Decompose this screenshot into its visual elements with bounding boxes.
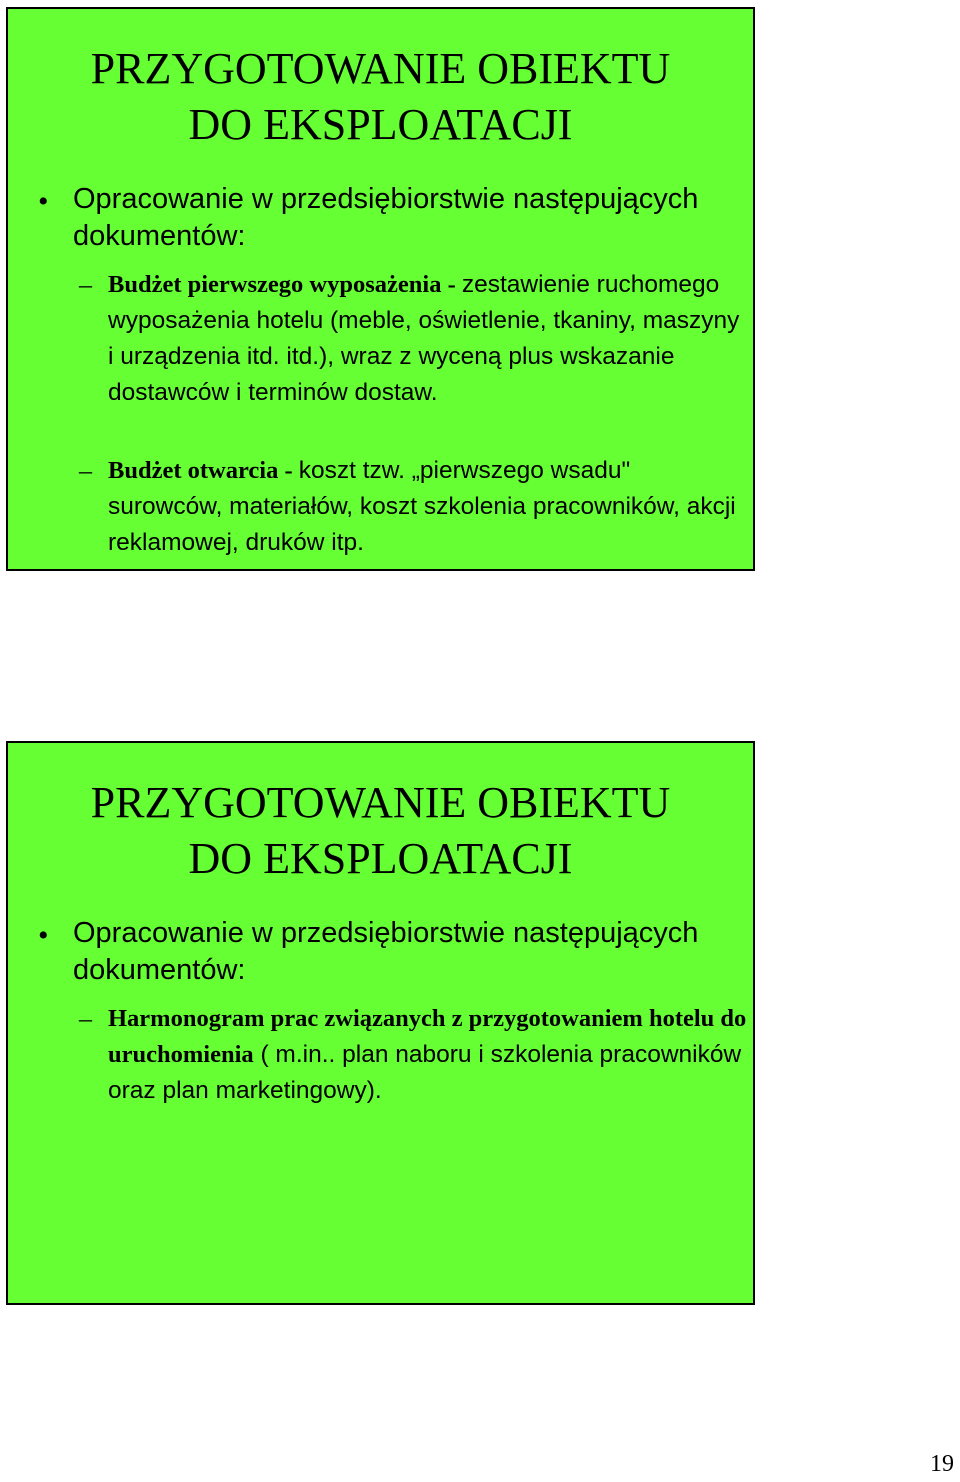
- sub-item: [108, 267, 748, 411]
- bullet-icon: •: [38, 919, 49, 952]
- bullet-icon: •: [38, 185, 49, 218]
- slide-title: [8, 775, 753, 887]
- title-line-2: DO EKSPLOATACJI: [188, 834, 573, 883]
- slide-1: [6, 7, 755, 571]
- sub-item: [108, 1001, 748, 1109]
- title-line-2: DO EKSPLOATACJI: [188, 100, 573, 149]
- page-number: 19: [930, 1451, 954, 1477]
- sub-item-text: koszt tzw. „pierwszego wsadu" surowców, materiałów, koszt szkolenia pracowników, akcji reklamowej, druków itp.: [108, 457, 736, 556]
- dash-icon: –: [79, 270, 92, 299]
- sub-item-bold: Budżet pierwszego wyposażenia -: [108, 271, 462, 298]
- sub-item-text: ( m.in.. plan naboru i szkolenia pracowników oraz plan marketingowy).: [108, 1041, 742, 1104]
- dash-icon: –: [79, 1004, 92, 1033]
- sub-item-bold: Harmonogram prac związanych z przygotowaniem hotelu do uruchomienia: [108, 1005, 747, 1068]
- sub-item-bold: Budżet otwarcia -: [108, 457, 299, 484]
- bullet-text: Opracowanie w przedsiębiorstwie następujących dokumentów:: [73, 183, 699, 252]
- title-line-1: PRZYGOTOWANIE OBIEKTU: [90, 778, 671, 827]
- bullet-text: Opracowanie w przedsiębiorstwie następujących dokumentów:: [73, 917, 699, 986]
- title-line-1: PRZYGOTOWANIE OBIEKTU: [90, 44, 671, 93]
- sub-item: [108, 453, 748, 561]
- sub-item-text: zestawienie ruchomego wyposażenia hotelu (meble, oświetlenie, tkaniny, maszyny i urządzenia itd. itd.), wraz z wyceną plus wskazanie dostawców i terminów dostaw.: [108, 271, 740, 406]
- slide-title: [8, 41, 753, 153]
- dash-icon: –: [79, 456, 92, 485]
- slide-2: [6, 741, 755, 1305]
